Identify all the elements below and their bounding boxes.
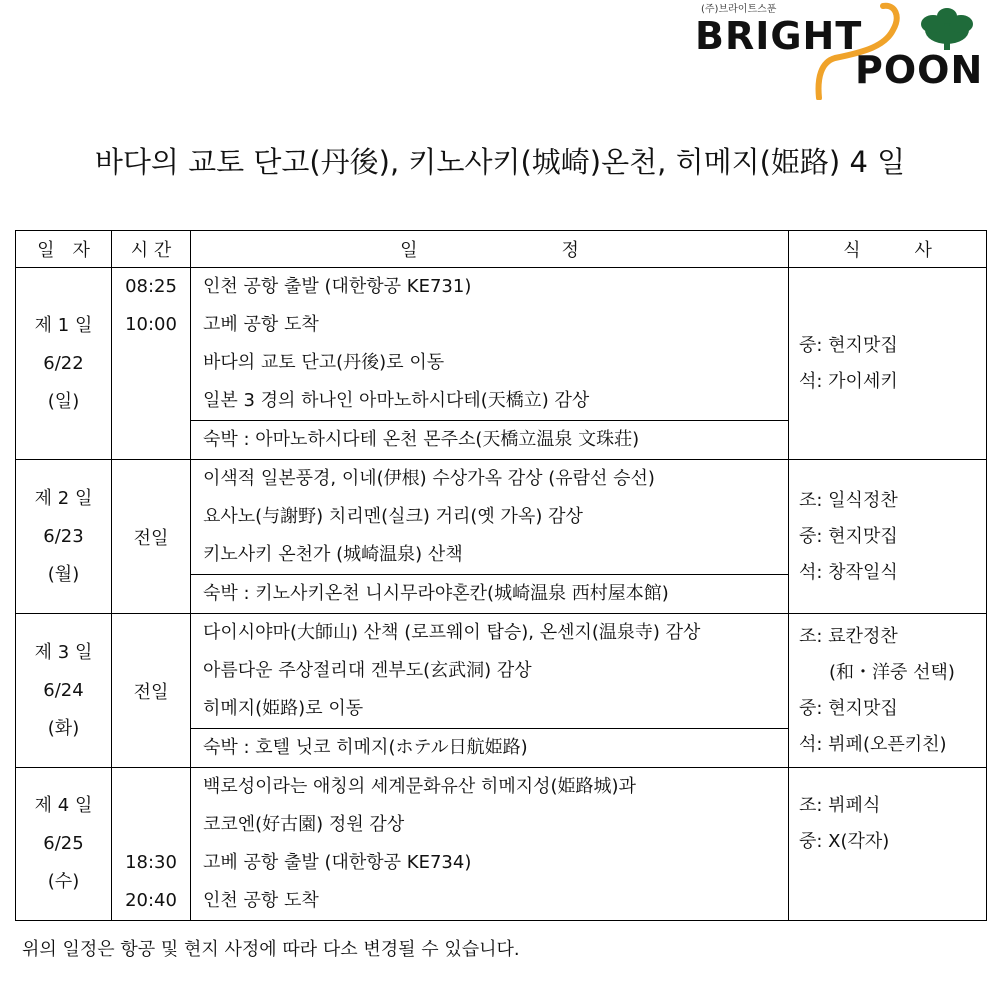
time-cell — [112, 460, 191, 614]
schedule-cell — [191, 614, 789, 768]
time-full-day: 전일 — [133, 527, 169, 549]
header-meals: 식 사 — [789, 231, 987, 268]
day-date: 6/23 — [43, 525, 84, 547]
day-weekday: (수) — [47, 871, 80, 892]
schedule-item: 요사노(与謝野) 치리멘(실크) 거리(옛 가옥) 감상 — [203, 506, 583, 527]
schedule-item: 인천 공항 도착 — [203, 890, 319, 911]
hotel-line: 숙박 : 키노사키온천 니시무라야혼칸(城崎温泉 西村屋本館) — [191, 574, 788, 613]
day-label: 제 3 일 — [34, 641, 93, 663]
header-time: 시 간 — [112, 231, 191, 268]
time-value: 08:25 — [125, 276, 177, 297]
time-cell — [112, 768, 191, 921]
time-value: 20:40 — [125, 890, 177, 911]
time-value: 10:00 — [125, 314, 177, 335]
schedule-item: 일본 3 경의 하나인 아마노하시다테(天橋立) 감상 — [203, 390, 590, 411]
schedule-cell — [191, 268, 789, 460]
day-date: 6/25 — [43, 833, 84, 854]
meal-item: 조: 뷔페식 — [799, 795, 881, 816]
meal-item: 중: 현지맛집 — [799, 334, 898, 356]
page-title: 바다의 교토 단고(丹後), 키노사키(城崎)온천, 히메지(姫路) 4 일 — [94, 145, 906, 179]
time-full-day: 전일 — [133, 681, 169, 703]
day-weekday: (월) — [47, 563, 80, 585]
meal-item: (和・洋중 선택) — [829, 661, 955, 683]
schedule-item: 백로성이라는 애칭의 세계문화유산 히메지성(姫路城)과 — [203, 776, 636, 797]
itinerary-table — [15, 230, 987, 921]
meal-cell — [789, 268, 987, 460]
meal-cell — [789, 768, 987, 921]
table-row — [16, 268, 987, 460]
logo-word-poon: POON — [855, 48, 984, 92]
meal-item: 중: 현지맛집 — [799, 697, 898, 719]
day-cell — [16, 768, 112, 921]
day-label: 제 4 일 — [34, 795, 93, 816]
schedule-item: 인천 공항 출발 (대한항공 KE731) — [203, 276, 472, 297]
time-value — [112, 382, 190, 420]
schedule-item: 이색적 일본풍경, 이네(伊根) 수상가옥 감상 (유람선 승선) — [203, 468, 655, 489]
header-day: 일 자 — [16, 231, 112, 268]
time-value — [112, 768, 190, 806]
meal-item: 조: 일식정찬 — [799, 489, 898, 511]
schedule-item: 아름다운 주상절리대 겐부도(玄武洞) 감상 — [203, 660, 532, 681]
schedule-item: 고베 공항 도착 — [203, 314, 319, 335]
day-cell — [16, 460, 112, 614]
schedule-cell — [191, 768, 789, 921]
meal-item: 석: 가이세키 — [799, 370, 898, 392]
meal-item: 석: 뷔페(오픈키친) — [799, 733, 947, 755]
schedule-cell — [191, 460, 789, 614]
schedule-item: 코코엔(好古園) 정원 감상 — [203, 814, 405, 835]
hotel-line: 숙박 : 호텔 닛코 히메지(ホテル日航姫路) — [191, 728, 788, 767]
time-value — [112, 344, 190, 382]
meal-cell — [789, 614, 987, 768]
logo-small-text: (주)브라이트스푼 — [701, 4, 777, 15]
day-label: 제 2 일 — [34, 487, 93, 509]
day-cell — [16, 614, 112, 768]
table-row — [16, 768, 987, 921]
schedule-item: 히메지(姫路)로 이동 — [203, 698, 364, 719]
header-schedule: 일 정 — [191, 231, 789, 268]
table-row — [16, 460, 987, 614]
hotel-line: 숙박 : 아마노하시다테 온천 몬주소(天橋立温泉 文珠荘) — [191, 420, 788, 459]
time-value — [112, 806, 190, 844]
meal-item: 중: X(각자) — [799, 831, 890, 852]
time-value: 18:30 — [125, 852, 177, 873]
logo-word-bright: BRIGHT — [695, 14, 863, 58]
day-weekday: (화) — [47, 717, 80, 739]
meal-cell — [789, 460, 987, 614]
table-header-row — [16, 231, 987, 268]
day-cell — [16, 268, 112, 460]
day-date: 6/22 — [43, 352, 84, 374]
schedule-item: 고베 공항 출발 (대한항공 KE734) — [203, 852, 472, 873]
footnote: 위의 일정은 항공 및 현지 사정에 따라 다소 변경될 수 있습니다. — [22, 939, 520, 960]
meal-item: 중: 현지맛집 — [799, 525, 898, 547]
day-date: 6/24 — [43, 679, 84, 701]
meal-item: 조: 료칸정찬 — [799, 625, 898, 647]
table-row — [16, 614, 987, 768]
schedule-item: 다이시야마(大師山) 산책 (로프웨이 탑승), 온센지(温泉寺) 감상 — [203, 622, 701, 643]
time-cell — [112, 268, 191, 460]
schedule-item: 키노사키 온천가 (城崎温泉) 산책 — [203, 544, 463, 565]
schedule-item: 바다의 교토 단고(丹後)로 이동 — [203, 352, 445, 373]
brand-logo — [695, 0, 995, 100]
day-label: 제 1 일 — [34, 314, 93, 336]
day-weekday: (일) — [47, 390, 80, 412]
time-cell — [112, 614, 191, 768]
meal-item: 석: 창작일식 — [799, 561, 898, 583]
